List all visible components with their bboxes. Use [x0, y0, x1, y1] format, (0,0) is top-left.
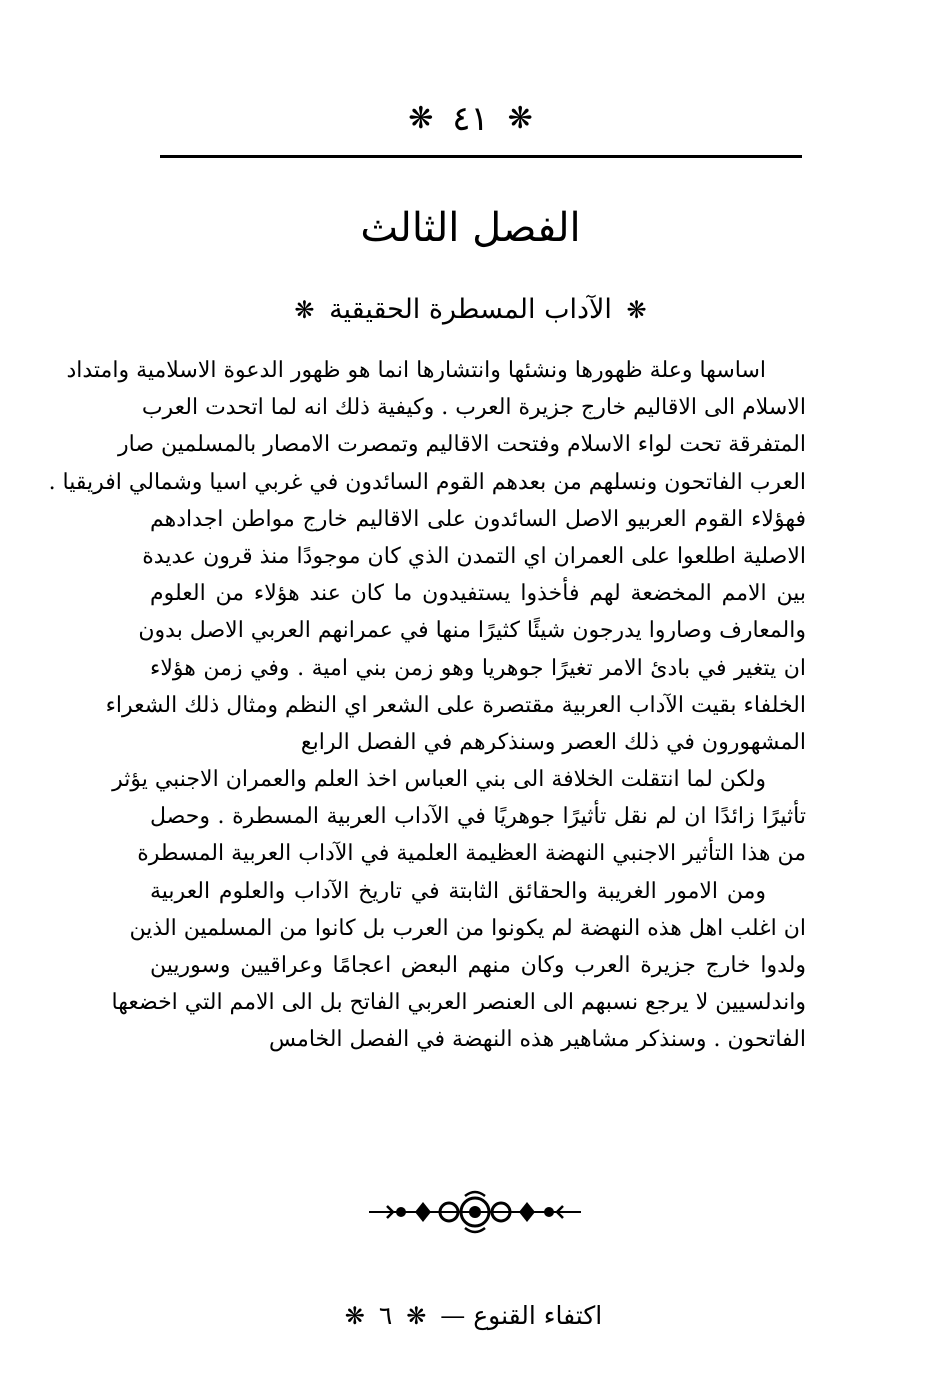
text-line: ان يتغير في بادئ الامر تغيرًا جوهريا وهو زمن بني امية . وفي زمن هؤلاء: [150, 655, 806, 681]
paragraph: [112, 761, 806, 873]
footer-signature: اكتفاء القنوع: [473, 1301, 603, 1330]
body-text: [48, 352, 806, 1059]
text-line: ومن الامور الغريبة والحقائق الثابتة في تاريخ الآداب والعلوم العربية: [150, 878, 766, 904]
text-line: العرب الفاتحون ونسلهم من بعدهم القوم السائدون في غربي اسيا وشمالي افريقيا .: [48, 469, 806, 495]
text-line: ان اغلب اهل هذه النهضة لم يكونوا من العرب بل كانوا من المسلمين الذين: [129, 915, 806, 941]
ornamental-divider-icon: [365, 1188, 585, 1236]
text-line: الخلفاء بقيت الآداب العربية مقتصرة على الشعر اي النظم ومثال ذلك الشعراء: [105, 692, 806, 718]
text-line: فهؤلاء القوم العربيو الاصل السائدون على الاقاليم خارج مواطن اجدادهم: [150, 506, 806, 532]
text-line: واندلسيين لا يرجع نسبهم الى العنصر العربي الفاتح بل الى الامم التي اخضعها: [111, 990, 806, 1016]
footer-ornament-right-icon: ❋: [406, 1302, 427, 1330]
section-ornament-left-icon: ❋: [294, 296, 315, 324]
text-line: الاسلام الى الاقاليم خارج جزيرة العرب . وكيفية ذلك انه لما اتحدت العرب: [141, 395, 806, 421]
text-line: ولدوا خارج جزيرة العرب وكان منهم البعض اعجامًا وعراقيين وسوريين: [150, 953, 806, 978]
text-line: المشهورون في ذلك العصر وسنذكرهم في الفصل الرابع: [300, 729, 806, 755]
page-footer: [0, 1296, 941, 1336]
text-line: والمعارف وصاروا يدرجون شيئًا كثيرًا منها في عمرانهم العربي الاصل بدون: [138, 618, 806, 644]
paragraph: [48, 352, 806, 761]
paragraph: [111, 873, 806, 1059]
text-line: المتفرقة تحت لواء الاسلام وفتحت الاقاليم وتمصرت الامصار بالمسلمين صار: [118, 432, 806, 458]
text-line: اساسها وعلة ظهورها ونشئها وانتشارها انما هو ظهور الدعوة الاسلامية وامتداد: [66, 358, 766, 383]
page-header: [0, 92, 941, 144]
header-ornament-right-icon: ❋: [507, 100, 533, 136]
section-title-text: الآداب المسطرة الحقيقية: [329, 294, 612, 325]
sheet-number: ٦: [378, 1301, 393, 1330]
header-rule: [160, 155, 802, 158]
header-ornament-left-icon: ❋: [408, 100, 434, 136]
text-line: ولكن لما انتقلت الخلافة الى بني العباس اخذ العلم والعمران الاجنبي يؤثر: [112, 767, 766, 793]
chapter-title: الفصل الثالث: [360, 205, 581, 251]
section-ornament-right-icon: ❋: [626, 296, 647, 324]
footer-dash: —: [440, 1301, 466, 1330]
page-number: ٤١: [452, 98, 489, 139]
text-line: الفاتحون . وسنذكر مشاهير هذه النهضة في الفصل الخامس: [268, 1027, 806, 1053]
footer-ornament-left-icon: ❋: [344, 1302, 365, 1330]
text-line: من هذا التأثير الاجنبي النهضة العظيمة العلمية في الآداب العربية المسطرة: [137, 841, 806, 867]
text-line: الاصلية اطلعوا على العمران اي التمدن الذي كان موجودًا منذ قرون عديدة: [142, 543, 806, 569]
section-title: [0, 288, 941, 332]
text-line: بين الامم المخضعة لهم فأخذوا يستفيدون ما كان عند هؤلاء من العلوم: [150, 581, 806, 607]
text-line: تأثيرًا زائدًا ان لم نقل تأثيرًا جوهريًا في الآداب العربية المسطرة . وحصل: [150, 804, 806, 830]
